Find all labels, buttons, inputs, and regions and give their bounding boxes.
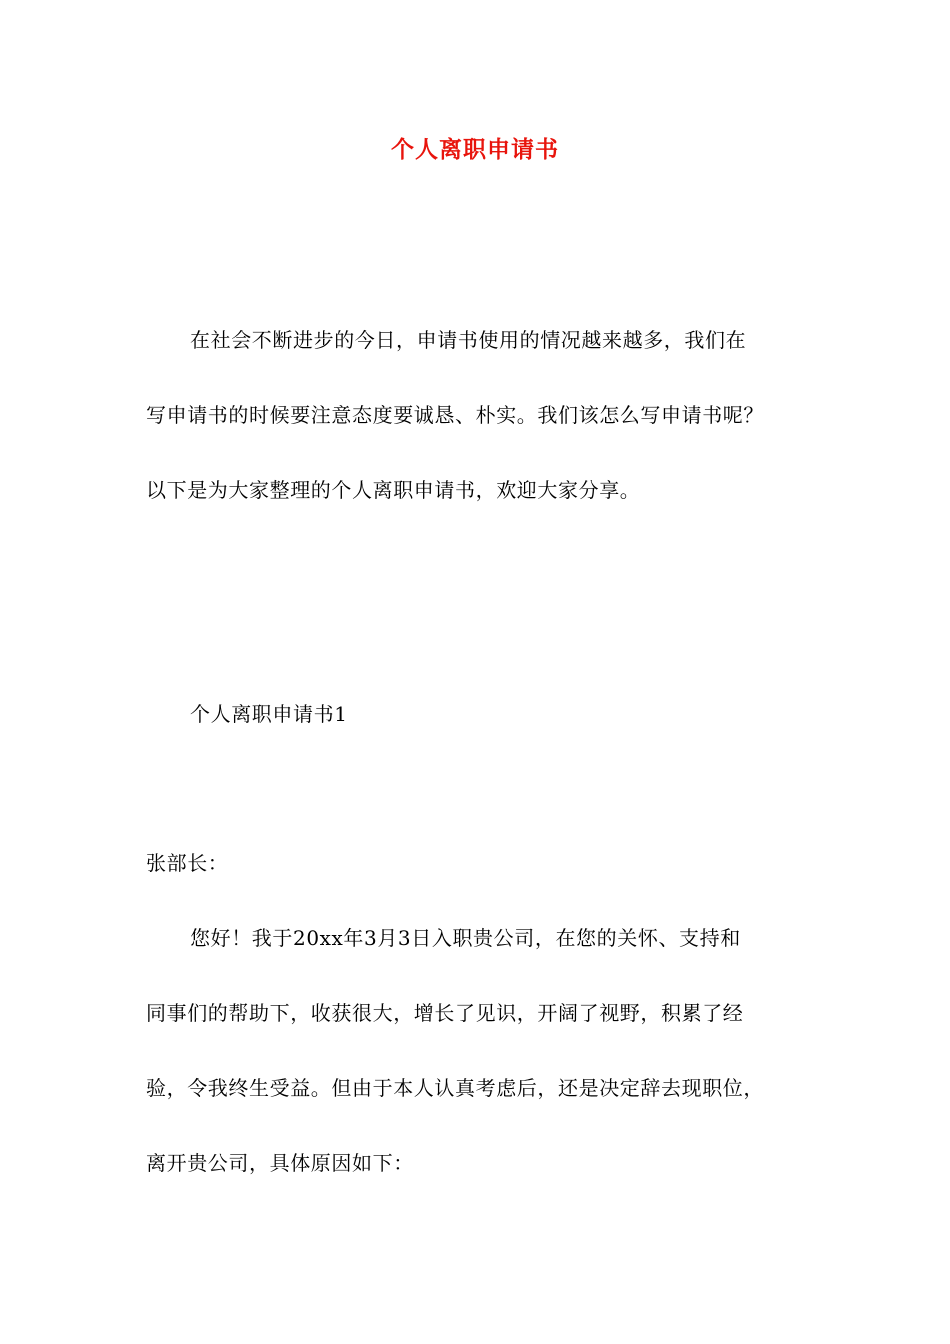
document-title: 个人离职申请书: [391, 136, 559, 163]
body-line-3: 验，令我终生受益。但由于本人认真考虑后，还是决定辞去现职位，: [146, 1076, 764, 1100]
intro-line-1: 在社会不断进步的今日，申请书使用的情况越来越多，我们在: [190, 328, 747, 352]
body-line-1: 您好！我于20xx年3月3日入职贵公司，在您的关怀、支持和: [190, 926, 741, 950]
body-line-4: 离开贵公司，具体原因如下：: [146, 1151, 414, 1175]
salutation: 张部长：: [146, 851, 229, 875]
intro-line-2: 写申请书的时候要注意态度要诚恳、朴实。我们该怎么写申请书呢？: [146, 403, 764, 427]
body-line-2: 同事们的帮助下，收获很大，增长了见识，开阔了视野，积累了经: [146, 1001, 744, 1025]
section-heading: 个人离职申请书1: [190, 702, 348, 726]
intro-line-3: 以下是为大家整理的个人离职申请书，欢迎大家分享。: [146, 478, 641, 502]
